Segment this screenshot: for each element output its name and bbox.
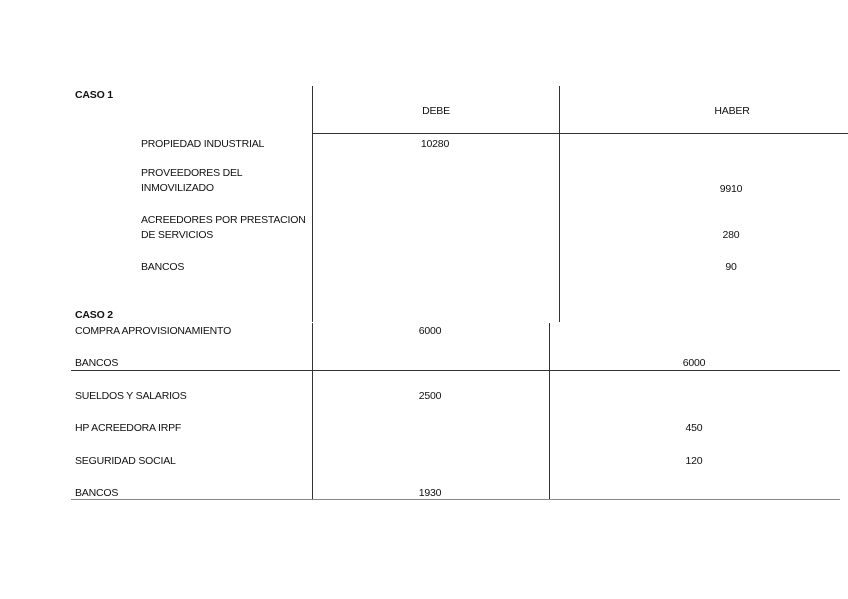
caso1-row-account: PROVEEDORES DEL INMOVILIZADO [141, 167, 243, 194]
caso2-divider-left [312, 323, 313, 500]
caso2-row-debe: 1930 [418, 487, 442, 499]
caso1-haber-header: HABER [714, 105, 750, 117]
caso2-row-debe: 2500 [418, 390, 442, 402]
caso1-row-account: PROPIEDAD INDUSTRIAL [141, 138, 265, 150]
caso2-row-account: BANCOS [75, 487, 119, 499]
caso1-row-haber: 280 [722, 229, 740, 241]
caso2-row-account: BANCOS [75, 357, 119, 369]
caso1-row-haber: 9910 [719, 183, 743, 195]
caso2-row-haber: 120 [685, 455, 703, 467]
caso1-row-debe: 10280 [420, 138, 450, 150]
caso2-row-haber: 6000 [682, 357, 706, 369]
caso1-title: CASO 1 [75, 89, 113, 101]
caso1-divider-left [312, 86, 313, 322]
caso2-row-debe: 6000 [418, 325, 442, 337]
caso1-row-haber: 90 [725, 261, 737, 273]
caso1-row-account: ACREEDORES POR PRESTACION DE SERVICIOS [141, 214, 306, 241]
caso2-bottom-rule [71, 499, 840, 500]
caso1-header-rule [312, 133, 848, 134]
caso2-row-account: SUELDOS Y SALARIOS [75, 390, 187, 402]
caso1-debe-header: DEBE [422, 105, 450, 117]
caso2-row-account: COMPRA APROVISIONAMIENTO [75, 325, 232, 337]
caso2-row-account: SEGURIDAD SOCIAL [75, 455, 176, 467]
caso2-divider-right [549, 323, 550, 500]
caso2-row-haber: 450 [685, 422, 703, 434]
caso2-row-account: HP ACREEDORA IRPF [75, 422, 182, 434]
caso1-divider-right [559, 86, 560, 322]
caso1-row-account: BANCOS [141, 261, 185, 273]
caso2-title: CASO 2 [75, 309, 113, 321]
caso2-subtotal-rule [71, 370, 840, 371]
